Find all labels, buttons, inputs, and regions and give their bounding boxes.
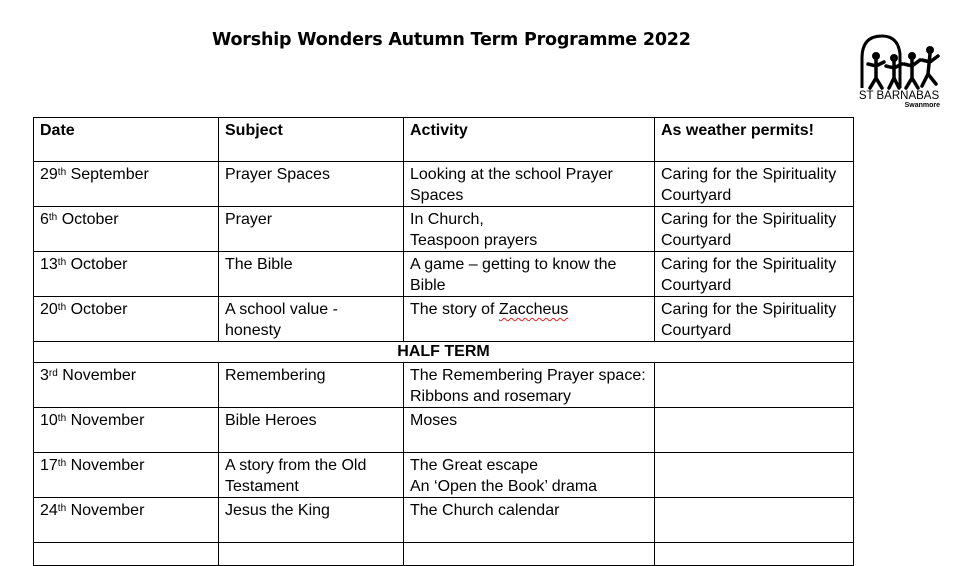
table-row [34, 207, 854, 252]
church-logo [854, 30, 944, 118]
activity-cell: The Remembering Prayer space: Ribbons and rosemary [404, 363, 655, 408]
table-row-partial [34, 543, 854, 566]
logo-place: Swanmore [904, 102, 940, 109]
date-cell: 3rd November [34, 363, 219, 408]
subject-cell: A story from the Old Testament [219, 453, 404, 498]
header-date: Date [34, 118, 219, 162]
table-row [34, 297, 854, 342]
weather-cell: Caring for the Spirituality Courtyard [655, 252, 854, 297]
header-activity: Activity [404, 118, 655, 162]
activity-cell: The story of Zaccheus [404, 297, 655, 342]
date-cell: 10th November [34, 408, 219, 453]
weather-cell [655, 408, 854, 453]
date-cell: 6th October [34, 207, 219, 252]
weather-cell [655, 453, 854, 498]
date-cell: 13th October [34, 252, 219, 297]
subject-cell: Prayer Spaces [219, 162, 404, 207]
weather-cell [655, 498, 854, 543]
table-row [34, 453, 854, 498]
subject-cell: The Bible [219, 252, 404, 297]
header-weather: As weather permits! [655, 118, 854, 162]
subject-cell: Prayer [219, 207, 404, 252]
table-row [34, 408, 854, 453]
date-cell: 24th November [34, 498, 219, 543]
header-subject: Subject [219, 118, 404, 162]
subject-cell: Jesus the King [219, 498, 404, 543]
table-row [34, 363, 854, 408]
activity-cell: Moses [404, 408, 655, 453]
activity-cell: Looking at the school Prayer Spaces [404, 162, 655, 207]
subject-cell: A school value - honesty [219, 297, 404, 342]
activity-cell: The Great escape An ‘Open the Book’ drama [404, 453, 655, 498]
weather-cell: Caring for the Spirituality Courtyard [655, 297, 854, 342]
half-term-row [34, 342, 854, 363]
spellcheck-word: Zaccheus [498, 301, 569, 318]
activity-cell: A game – getting to know the Bible [404, 252, 655, 297]
activity-cell: The Church calendar [404, 498, 655, 543]
church-figures-icon [854, 30, 944, 92]
subject-cell: Bible Heroes [219, 408, 404, 453]
activity-cell: In Church, Teaspoon prayers [404, 207, 655, 252]
weather-cell: Caring for the Spirituality Courtyard [655, 162, 854, 207]
table-row [34, 162, 854, 207]
table-row [34, 498, 854, 543]
date-cell: 29th September [34, 162, 219, 207]
half-term-label: HALF TERM [34, 342, 854, 363]
table-row [34, 252, 854, 297]
logo-name: ST BARNABAS [858, 90, 940, 102]
page-title: Worship Wonders Autumn Term Programme 2022 [212, 30, 691, 50]
table-header-row [34, 118, 854, 162]
subject-cell: Remembering [219, 363, 404, 408]
programme-table [33, 117, 854, 566]
weather-cell [655, 363, 854, 408]
weather-cell: Caring for the Spirituality Courtyard [655, 207, 854, 252]
date-cell: 17th November [34, 453, 219, 498]
date-cell: 20th October [34, 297, 219, 342]
